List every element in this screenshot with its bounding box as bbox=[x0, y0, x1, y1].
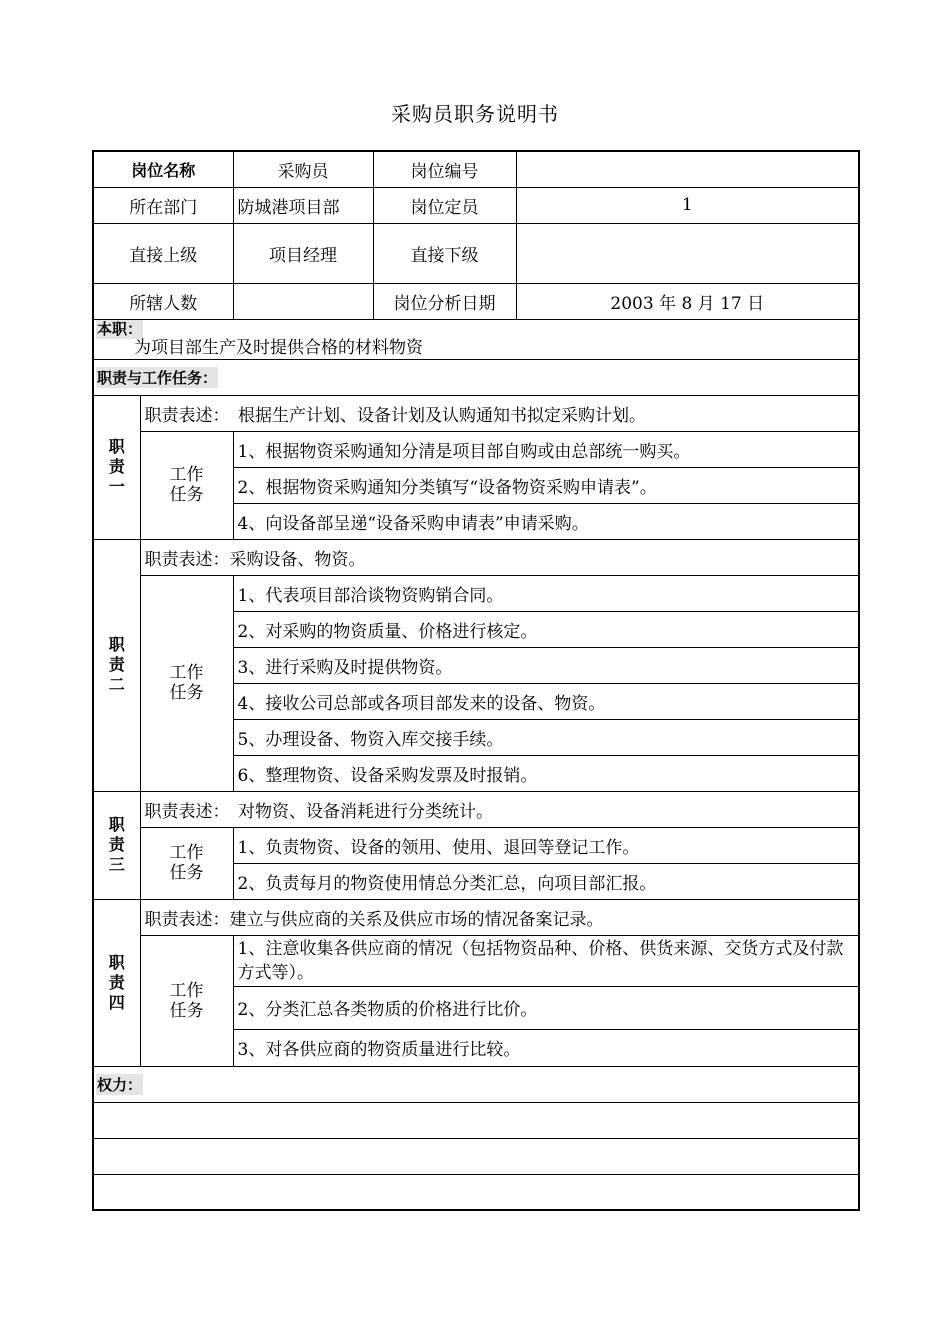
position-code-label: 岗位编号 bbox=[373, 151, 516, 187]
duty-2-task-1-row bbox=[93, 575, 859, 611]
position-name-label: 岗位名称 bbox=[93, 151, 233, 187]
analysis-date-label: 岗位分析日期 bbox=[373, 283, 516, 319]
duty-4-description: 职责表述：建立与供应商的关系及供应市场的情况备案记录。 bbox=[140, 899, 859, 935]
authority-row-1 bbox=[93, 1102, 859, 1138]
header-row-1 bbox=[93, 151, 859, 187]
managed-value bbox=[233, 283, 373, 319]
headcount-value: 1 bbox=[516, 187, 859, 223]
authority-header-row bbox=[93, 1066, 859, 1102]
managed-label: 所辖人数 bbox=[93, 283, 233, 319]
duty-4-task-1: 1、注意收集各供应商的情况（包括物资品种、价格、供货来源、交货方式及付款方式等）。 bbox=[233, 935, 859, 986]
position-code-value bbox=[516, 151, 859, 187]
department-value: 防城港项目部 bbox=[233, 187, 373, 223]
analysis-date-value: 2003 年 8 月 17 日 bbox=[516, 283, 859, 319]
duty-1-label: 职责一 bbox=[93, 395, 140, 539]
duty-3-label: 职责三 bbox=[93, 791, 140, 899]
authority-row-3-cell bbox=[93, 1174, 859, 1210]
superior-value: 项目经理 bbox=[233, 223, 373, 283]
header-row-3 bbox=[93, 223, 859, 283]
duty-4-task-3: 3、对各供应商的物资质量进行比较。 bbox=[233, 1029, 859, 1066]
duty-2-task-5: 5、办理设备、物资入库交接手续。 bbox=[233, 719, 859, 755]
duty-4-task-2: 2、分类汇总各类物质的价格进行比价。 bbox=[233, 986, 859, 1029]
duty-3-task-2: 2、负责每月的物资使用情总分类汇总，向项目部汇报。 bbox=[233, 863, 859, 899]
duty-3-description-row bbox=[93, 791, 859, 827]
duties-section-label: 职责与工作任务： bbox=[97, 368, 218, 387]
authority-row-1-cell bbox=[93, 1102, 859, 1138]
header-row-2 bbox=[93, 187, 859, 223]
duty-1-work-tasks-label: 工作任务 bbox=[140, 431, 233, 539]
main-duty-label: 本职： bbox=[97, 319, 143, 338]
duty-1-description: 职责表述： 根据生产计划、设备计划及认购通知书拟定采购计划。 bbox=[140, 395, 859, 431]
duty-2-task-2: 2、对采购的物资质量、价格进行核定。 bbox=[233, 611, 859, 647]
main-duty-row bbox=[93, 319, 859, 359]
position-name-value: 采购员 bbox=[233, 151, 373, 187]
duty-1-description-row bbox=[93, 395, 859, 431]
job-description-table bbox=[92, 150, 860, 1211]
headcount-label: 岗位定员 bbox=[373, 187, 516, 223]
duty-2-work-tasks-label: 工作任务 bbox=[140, 575, 233, 791]
duty-2-description: 职责表述：采购设备、物资。 bbox=[140, 539, 859, 575]
document-title: 采购员职务说明书 bbox=[391, 102, 559, 126]
duty-3-task-1-row bbox=[93, 827, 859, 863]
duty-1-task-3: 4、向设备部呈递“设备采购申请表”申请采购。 bbox=[233, 503, 859, 539]
duty-3-work-tasks-label: 工作任务 bbox=[140, 827, 233, 899]
department-label: 所在部门 bbox=[93, 187, 233, 223]
duty-4-task-1-row bbox=[93, 935, 859, 986]
header-row-4 bbox=[93, 283, 859, 319]
subordinate-label: 直接下级 bbox=[373, 223, 516, 283]
duty-4-work-tasks-label: 工作任务 bbox=[140, 935, 233, 1066]
duty-2-label: 职责二 bbox=[93, 539, 140, 791]
duty-1-task-1-row bbox=[93, 431, 859, 467]
duty-2-task-6: 6、整理物资、设备采购发票及时报销。 bbox=[233, 755, 859, 791]
subordinate-value bbox=[516, 223, 859, 283]
authority-row-2-cell bbox=[93, 1138, 859, 1174]
authority-row-3 bbox=[93, 1174, 859, 1210]
duty-1-task-2: 2、根据物资采购通知分类镇写“设备物资采购申请表”。 bbox=[233, 467, 859, 503]
duty-2-description-row bbox=[93, 539, 859, 575]
duty-3-description: 职责表述： 对物资、设备消耗进行分类统计。 bbox=[140, 791, 859, 827]
duty-2-task-4: 4、接收公司总部或各项目部发来的设备、物资。 bbox=[233, 683, 859, 719]
superior-label: 直接上级 bbox=[93, 223, 233, 283]
duty-4-description-row bbox=[93, 899, 859, 935]
duty-3-task-1: 1、负责物资、设备的领用、使用、退回等登记工作。 bbox=[233, 827, 859, 863]
authority-row-2 bbox=[93, 1138, 859, 1174]
duty-4-label: 职责四 bbox=[93, 899, 140, 1066]
duty-2-task-1: 1、代表项目部洽谈物资购销合同。 bbox=[233, 575, 859, 611]
duties-section-header bbox=[93, 359, 859, 395]
duty-2-task-3: 3、进行采购及时提供物资。 bbox=[233, 647, 859, 683]
authority-label: 权力： bbox=[97, 1075, 143, 1094]
main-duty-text: 为项目部生产及时提供合格的材料物资 bbox=[134, 337, 423, 358]
duty-1-task-1: 1、根据物资采购通知分清是项目部自购或由总部统一购买。 bbox=[233, 431, 859, 467]
